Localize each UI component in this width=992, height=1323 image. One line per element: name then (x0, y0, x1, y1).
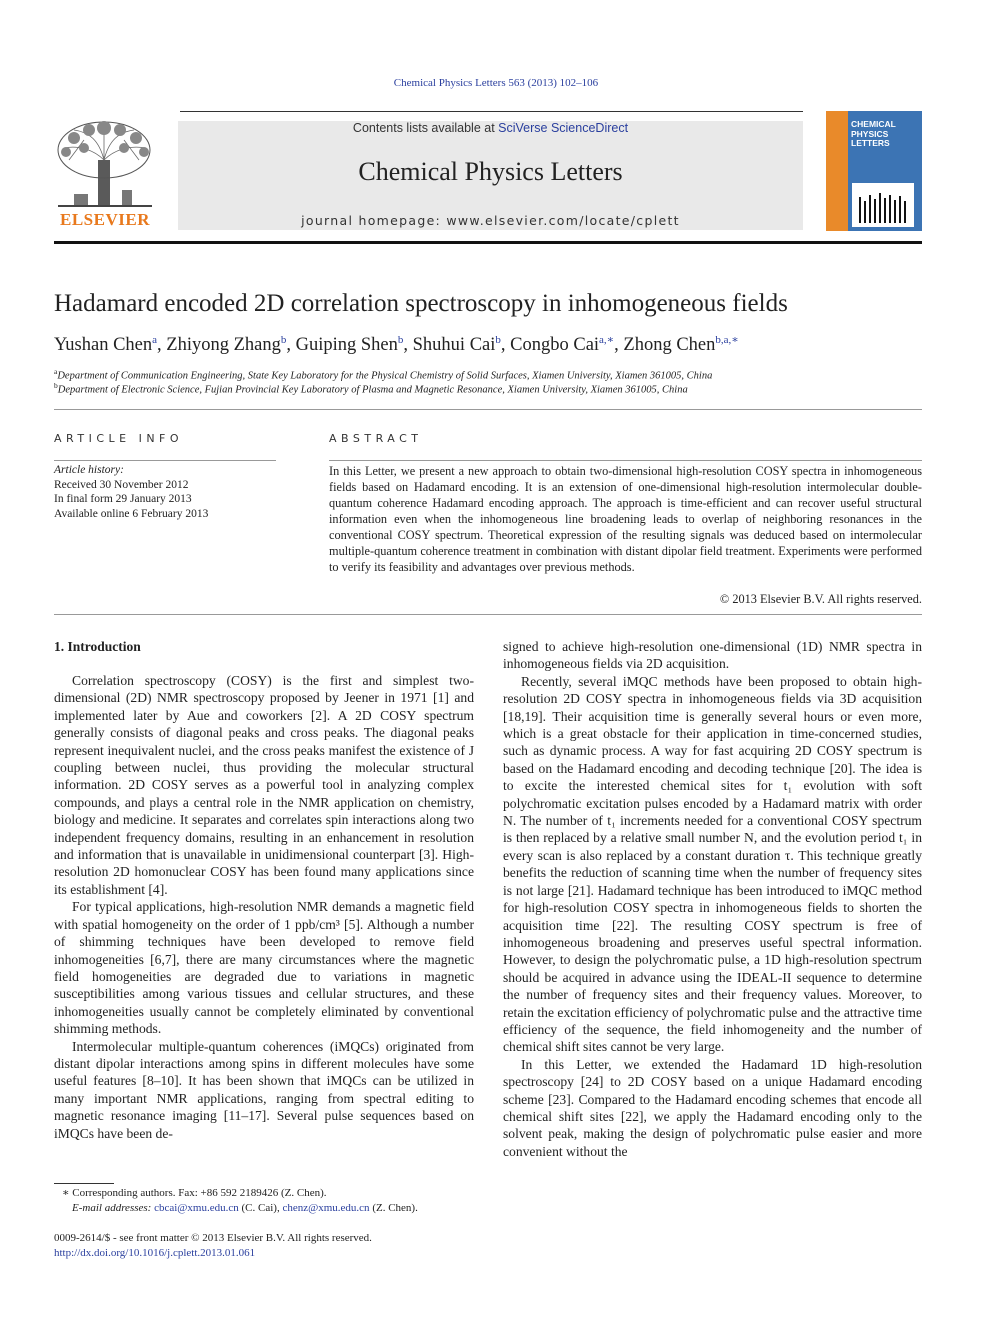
email-link-cai[interactable]: cbcai@xmu.edu.cn (154, 1202, 239, 1214)
author-affil-marker[interactable]: a (152, 334, 158, 346)
body-paragraph: signed to achieve high-resolution one-dimensional (1D) NMR spectra in inhomogeneous fields via 2D acquisition. (503, 639, 922, 672)
body-column-left (54, 672, 474, 1142)
email-owner-cai: (C. Cai), (241, 1202, 280, 1214)
abstract-rule (329, 460, 922, 461)
header-top-rule (180, 111, 803, 112)
affiliation-a (54, 367, 712, 382)
contents-prefix: Contents lists available at (352, 121, 499, 135)
article-info-rule (54, 460, 276, 461)
elsevier-wordmark: ELSEVIER (60, 210, 150, 229)
author-affil-marker[interactable]: b (280, 334, 287, 346)
paper-title: Hadamard encoded 2D correlation spectroscopy in inhomogeneous fields (54, 290, 788, 317)
cover-title-line: LETTERS (851, 138, 890, 148)
journal-cover-image (826, 111, 922, 231)
author-name: Guiping Shen (295, 335, 398, 356)
history-online: Available online 6 February 2013 (54, 507, 209, 520)
email-addresses (54, 1201, 474, 1216)
body-paragraph: In this Letter, we extended the Hadamard 1D high-resolution spectroscopy [24] to 2D COSY based on a unique Hadamard encoding scheme [23]. Compared to the Hadamard encoding schemes that encode all chemical shift sites [22], we apply the Hadamard encoding only to the solvent peak, making the design of polychromatic pulse easier and more convenient without the (503, 1056, 922, 1159)
author-name: Shuhui Cai (412, 335, 496, 356)
email-link-chen[interactable]: chenz@xmu.edu.cn (282, 1202, 370, 1214)
history-label: Article history: (54, 464, 124, 476)
body-paragraph: Intermolecular multiple-quantum coherences (iMQCs) originated from distant dipolar interactions among spins in different molecules have some useful features [8–10]. It has been shown that iMQCs can be utilized in many important NMR applications, ranging from spectral editing to magnetic resonance imaging [11–17]. Several pulse sequences based on iMQCs have been de- (54, 1038, 474, 1141)
cover-title (851, 120, 896, 149)
affiliation-text: Department of Electronic Science, Fujian Provincial Key Laboratory of Plasma and Magnetic Resonance, Xiamen University, Xiamen 361005, China (57, 384, 688, 396)
email-label: E-mail addresses: (72, 1202, 152, 1214)
footnotes (54, 1186, 474, 1216)
introduction-heading: 1. Introduction (54, 639, 141, 654)
issn-line: 0009-2614/$ - see front matter © 2013 Elsevier B.V. All rights reserved. (54, 1232, 372, 1244)
doi-link[interactable]: http://dx.doi.org/10.1016/j.cplett.2013.01.061 (54, 1246, 256, 1259)
abstract-heading: ABSTRACT (329, 432, 423, 445)
author-affil-marker[interactable]: a,∗ (599, 334, 615, 346)
affiliation-marker: a (54, 367, 58, 376)
cover-title-line: CHEMICAL (851, 119, 896, 129)
corresponding-author-note: ∗ Corresponding authors. Fax: +86 592 2189426 (Z. Chen). (62, 1187, 327, 1199)
body-column-right (503, 638, 922, 1160)
abstract-text: In this Letter, we present a new approach to obtain two-dimensional high-resolution COSY spectra in inhomogeneous fields based on Hadamard encoding. It is an extension of one-dimensional high-resolution intermolecular double-quantum coherence Hadamard encoding approach. The approach is time-efficient and can recover useful structural information even when the inhomogeneous line broadening leads to overlap of neighboring resonances in the conventional COSY spectrum. Theoretical expression of the resulting signals was deduced based on intermolecular multiple-quantum coherence treatment in combination with distant dipolar field treatment. Experiments were performed to verify its feasibility and advantages over previous methods. (329, 464, 922, 574)
author-affil-marker[interactable]: b (495, 334, 501, 346)
author-list: Yushan Chen$^a$, Zhiyong Zhang$^b$, Guiping Shen$^b$, Shuhui Cai$^b$, Congbo Cai$^{a,∗}$, Zhong Chen$^{b,a,∗}$ (54, 334, 739, 356)
body-paragraph: Correlation spectroscopy (COSY) is the first and simplest two-dimensional (2D) NMR spectroscopy proposed by Jeener in 1971 [1] and implemented later by Aue and coworkers [2]. A 2D COSY spectrum generally consists of diagonal peaks and cross peaks. The diagonal peaks represent inequivalent nuclei, and the cross peaks manifest the existence of J coupling between nuclei, thus providing the molecular structural information. 2D COSY serves as a powerful tool in analyzing complex compounds, and plays a central role in the NMR application on chemistry, biology and medicine. It separates and correlates spin interactions along two independent frequency domains, resulting in an enhancement in resolution and information that is unavailable in unidimensional counterpart [3]. High-resolution 2D homonuclear COSY has been found many applications since its establishment [4]. (54, 673, 474, 897)
article-history (54, 463, 276, 521)
body-paragraph: For typical applications, high-resolution NMR demands a magnetic field with spatial homogeneity on the order of 1 ppb/cm³ [5]. Although a number of shimming techniques have been developed to remove field inhomogeneities [6,7], there are many circumstances where the magnetic field homogeneities are degraded due to variations in magnetic susceptibilities among various tissues and cellular structures, and these inhomogeneities usually cannot be completely eliminated by conventional shimming methods. (54, 899, 474, 1037)
journal-citation[interactable]: Chemical Physics Letters 563 (2013) 102–106 (393, 77, 599, 89)
abstract-copyright: © 2013 Elsevier B.V. All rights reserved. (719, 592, 922, 606)
header-bottom-rule (54, 241, 922, 244)
author-affil-marker[interactable]: b,a,∗ (715, 334, 739, 346)
affiliation-marker: b (54, 381, 58, 390)
author-name: Yushan Chen (54, 335, 153, 356)
cover-orange-stripe (826, 111, 848, 231)
cover-spectrum-graphic (852, 183, 914, 227)
author-name: Congbo Cai (510, 335, 600, 356)
journal-homepage[interactable]: journal homepage: www.elsevier.com/locate/cplett (301, 213, 680, 228)
sciencedirect-link[interactable]: SciVerse ScienceDirect (498, 121, 629, 135)
email-owner-chen: (Z. Chen). (372, 1202, 418, 1214)
body-paragraph: Recently, several iMQC methods have been proposed to obtain high-resolution 2D COSY spectra in inhomogeneous fields via 3D acquisition [18,19]. Their acquisition time is generally several hours or even more, which is a great obstacle for their application in time-concerned studies, such as dynamic process. A way for fast acquiring 2D COSY spectrum is based on the Hadamard encoding and decoding technique [20]. The idea is to excite the interested chemical sites for t₁ evolution with soft polychromatic excitation pulses encoded by a Hadamard matrix with order N. The number of t₁ increments needed for a conventional COSY spectrum is then replaced by a relative small number N, and the evolution period t₁ in every scan is also replaced by a constant duration τ. This technique greatly benefits the reduction of scanning time when the number of frequency sites is not large [21]. Hadamard technique has been introduced to iMQC method for high-resolution COSY spectra in inhomogeneous fields to shorten the acquisition time [22]. The resulting COSY spectrum is free of inhomogeneous broadening and preserves useful spectral information. However, to design the polychromatic pulse, a 1D high-resolution spectrum should be acquired in advance using the IDEAL-II sequence to determine the number of frequency sites and their frequency values. Moreover, to retain the excitation efficiency of polychromatic pulse and the attractive time efficiency of the sequence, the field inhomogeneity and the number of chemical shift sites cannot be very large. (503, 673, 922, 1055)
affiliation-b (54, 381, 688, 396)
cover-title-line: PHYSICS (851, 128, 889, 139)
contents-line (178, 121, 803, 135)
article-info-heading: ARTICLE INFO (54, 432, 184, 445)
journal-title: Chemical Physics Letters (358, 157, 623, 186)
history-received: Received 30 November 2012 (54, 478, 189, 491)
footer-info (54, 1231, 372, 1260)
affiliation-text: Department of Communication Engineering, State Key Laboratory for the Physical Chemistry of Solid Surfaces, Xiamen University, Xiamen 361005, China (57, 370, 713, 382)
author-name: Zhiyong Zhang (166, 335, 281, 356)
footnote-rule (54, 1183, 114, 1184)
abstract-divider (54, 614, 922, 615)
author-affil-marker[interactable]: b (397, 334, 404, 346)
author-name: Zhong Chen (623, 335, 716, 356)
affiliation-divider (54, 409, 922, 410)
history-final-form: In final form 29 January 2013 (54, 493, 192, 505)
